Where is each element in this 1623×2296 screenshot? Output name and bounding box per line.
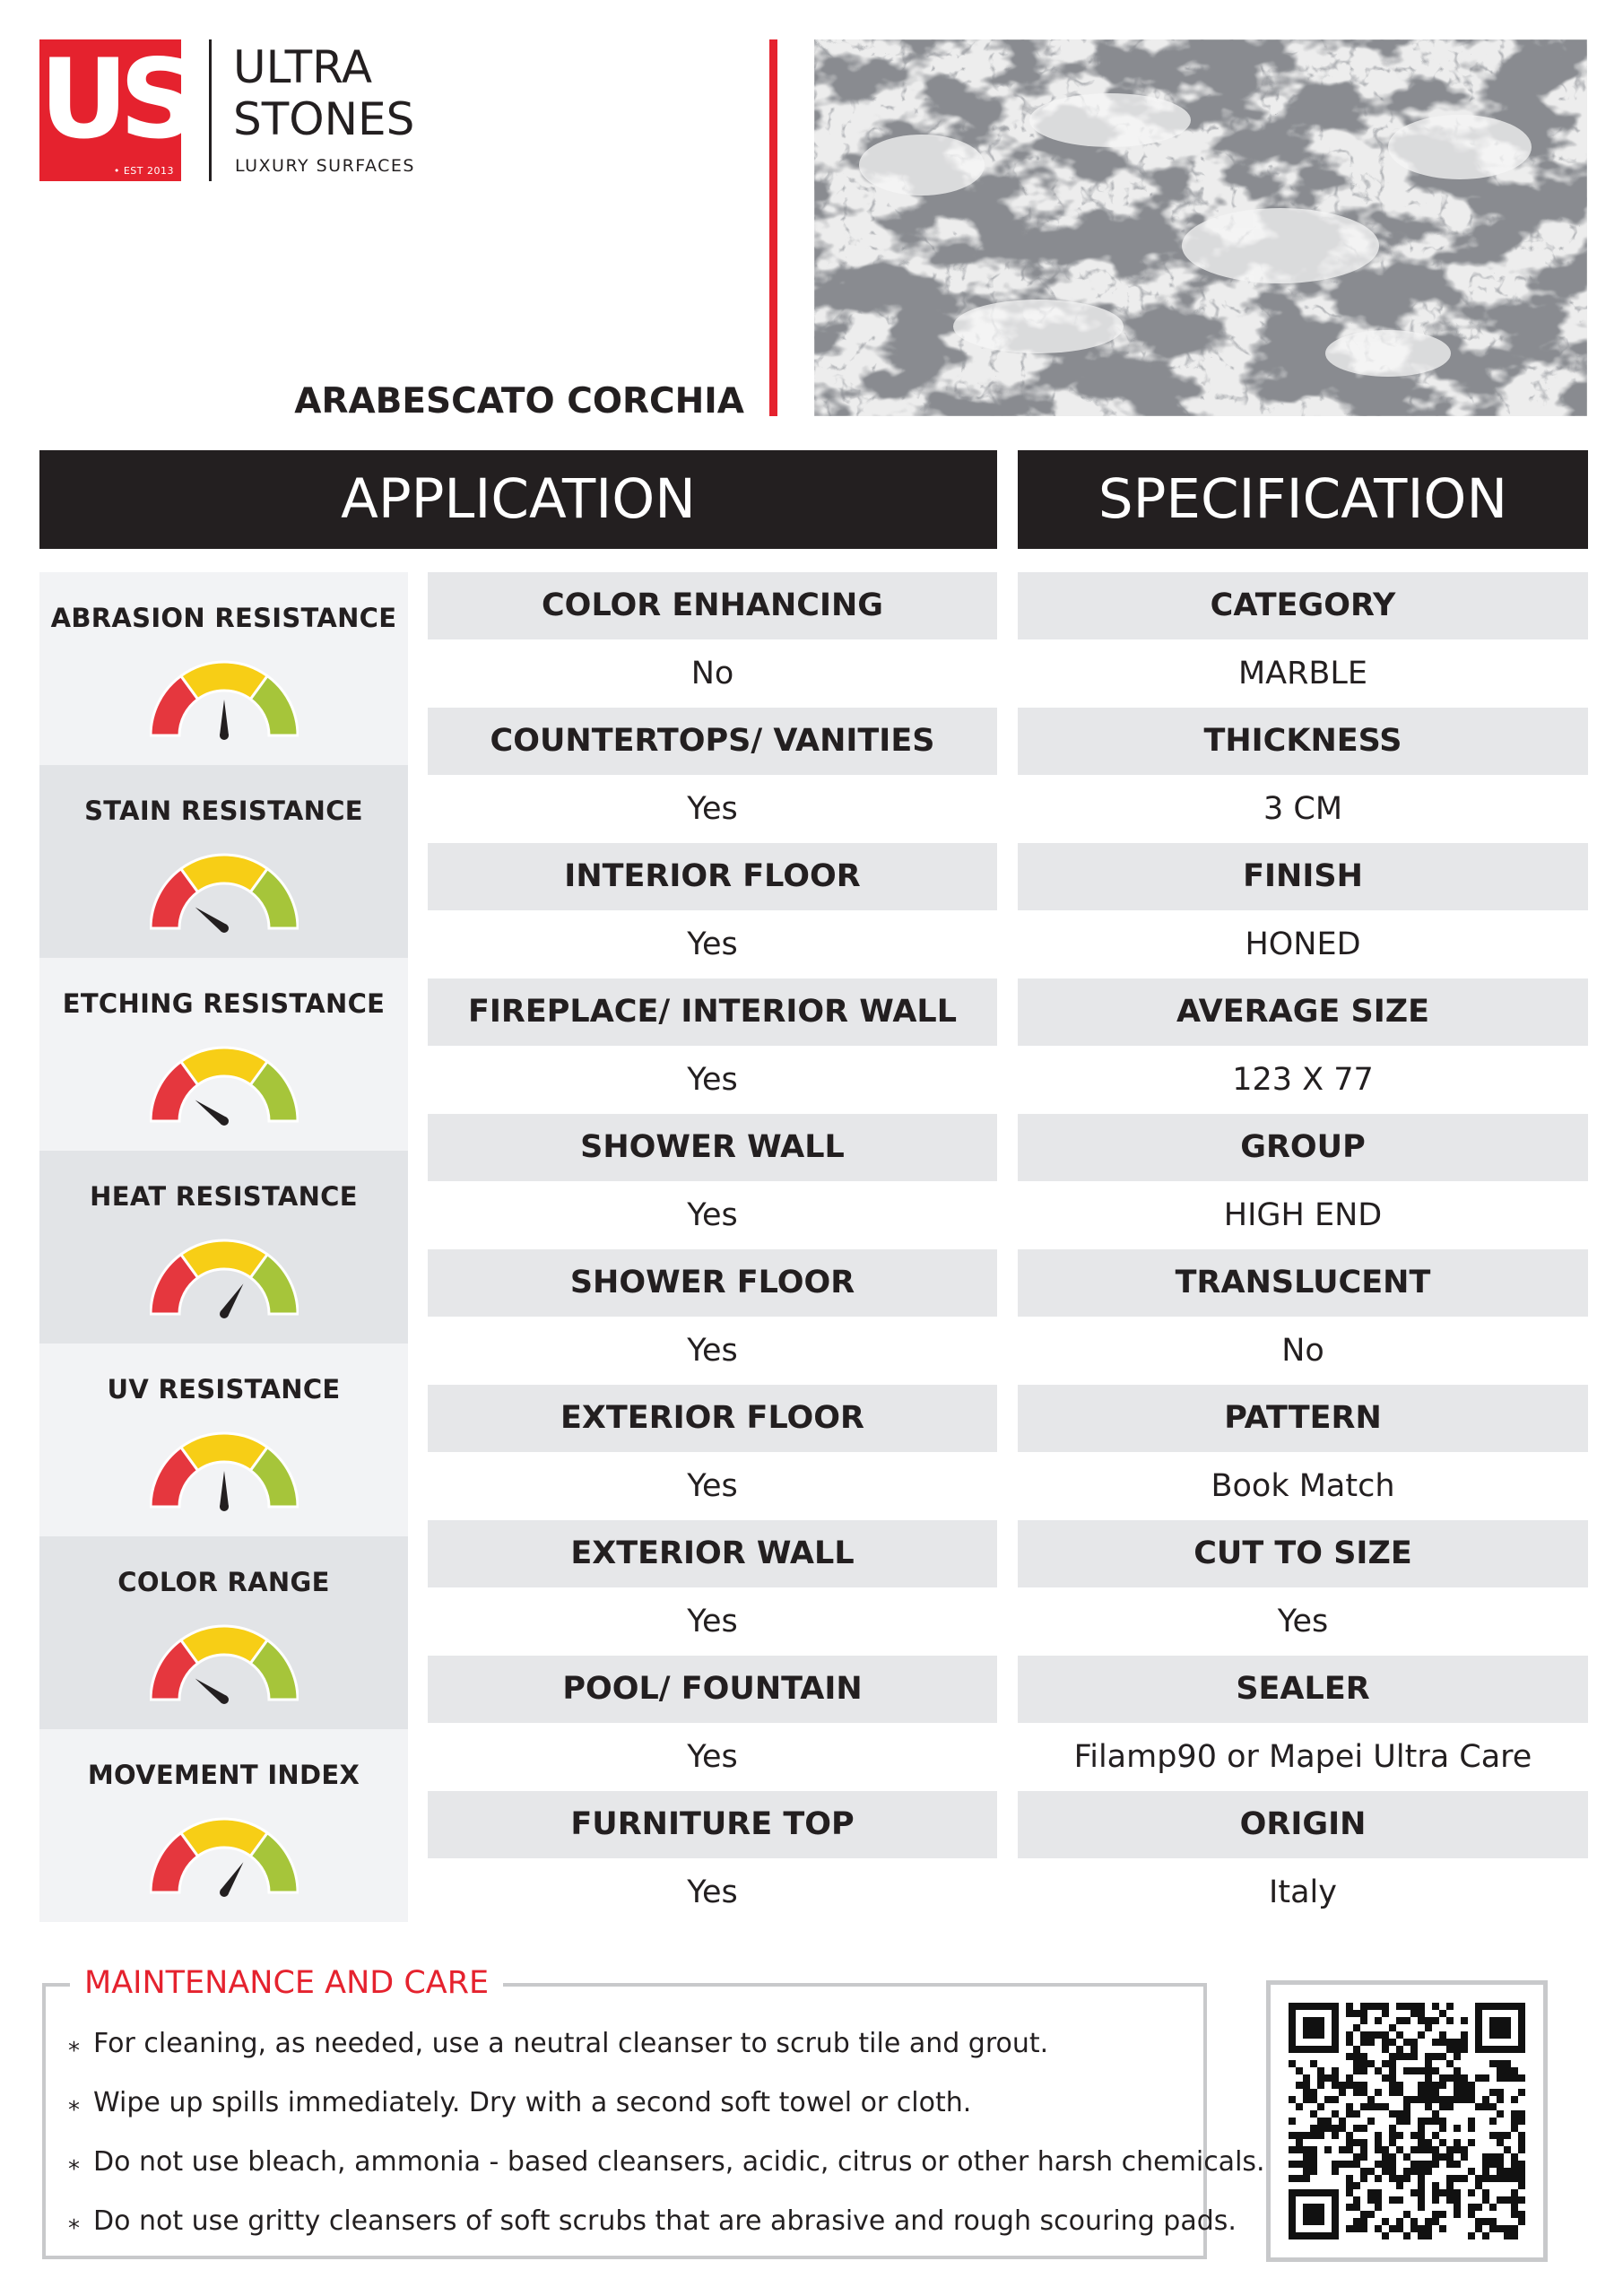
application-row-label: FURNITURE TOP xyxy=(428,1791,997,1858)
specification-row-value: MARBLE xyxy=(1237,656,1368,691)
application-row-value: Yes xyxy=(687,791,738,827)
specification-row-value: 123 X 77 xyxy=(1232,1062,1374,1098)
gauge-card xyxy=(39,765,408,958)
resistance-gauges xyxy=(39,572,408,1922)
gauge-card xyxy=(39,1536,408,1729)
qr-code-icon xyxy=(1266,1980,1548,2262)
gauge-meter-icon xyxy=(150,853,299,934)
gauge-meter-icon xyxy=(150,1239,299,1319)
bullet-icon: ⁎ xyxy=(68,2090,80,2117)
specification-row-value: Book Match xyxy=(1211,1468,1395,1504)
maintenance-item-text: For cleaning, as needed, use a neutral cleanser to scrub tile and grout. xyxy=(93,2028,1049,2059)
product-name: ARABESCATO CORCHIA xyxy=(294,381,744,422)
application-row-value: Yes xyxy=(687,1874,738,1910)
specification-row-label: GROUP xyxy=(1018,1114,1588,1181)
maintenance-item-text: Wipe up spills immediately. Dry with a second soft towel or cloth. xyxy=(93,2087,972,2118)
gauge-card xyxy=(39,1729,408,1922)
brand-tagline: LUXURY SURFACES xyxy=(235,156,415,176)
marble-slab-photo xyxy=(814,39,1587,416)
maintenance-item xyxy=(68,2133,1265,2192)
application-row-label: SHOWER FLOOR xyxy=(428,1249,997,1317)
gauge-card xyxy=(39,958,408,1151)
specification-row-label: CUT TO SIZE xyxy=(1018,1520,1588,1587)
maintenance-item xyxy=(68,2192,1237,2251)
maintenance-title: MAINTENANCE AND CARE xyxy=(70,1962,503,2004)
specification-row-label: TRANSLUCENT xyxy=(1018,1249,1588,1317)
application-row-label: POOL/ FOUNTAIN xyxy=(428,1656,997,1723)
gauge-label: MOVEMENT INDEX xyxy=(87,1760,360,1790)
application-row-label: COUNTERTOPS/ VANITIES xyxy=(428,708,997,775)
specification-row-value: No xyxy=(1281,1333,1324,1369)
application-row-value: Yes xyxy=(687,1062,738,1098)
bullet-icon: ⁎ xyxy=(68,2031,80,2057)
specification-row-label: PATTERN xyxy=(1018,1385,1588,1452)
maintenance-list xyxy=(68,2014,1265,2251)
specification-row-label: AVERAGE SIZE xyxy=(1018,978,1588,1046)
specification-row-label: ORIGIN xyxy=(1018,1791,1588,1858)
gauge-needle xyxy=(220,1471,229,1507)
brand-divider xyxy=(209,39,212,181)
gauge-hub xyxy=(220,731,229,740)
application-row-label: EXTERIOR FLOOR xyxy=(428,1385,997,1452)
gauge-meter-icon xyxy=(150,1624,299,1705)
maintenance-item xyxy=(68,2074,1198,2133)
application-row-value: Yes xyxy=(687,1333,738,1369)
application-row-value: Yes xyxy=(687,1739,738,1775)
gauge-meter-icon xyxy=(150,1817,299,1898)
specification-row-value: Yes xyxy=(1277,1604,1329,1639)
specification-row-value: 3 CM xyxy=(1263,791,1343,827)
application-row-value: Yes xyxy=(687,926,738,962)
brand-logo xyxy=(39,36,189,181)
gauge-meter-icon xyxy=(150,1431,299,1512)
gauge-meter-icon xyxy=(150,1046,299,1126)
application-row-value: Yes xyxy=(687,1604,738,1639)
application-header: APPLICATION xyxy=(39,450,997,549)
gauge-label: HEAT RESISTANCE xyxy=(90,1181,358,1212)
gauge-needle xyxy=(220,700,229,735)
application-table xyxy=(428,572,997,1926)
application-row-label: INTERIOR FLOOR xyxy=(428,843,997,910)
logo-letters: US xyxy=(39,36,189,163)
logo-est: • EST 2013 xyxy=(113,165,174,177)
brand-name-line2: STONES xyxy=(233,93,415,145)
bullet-icon: ⁎ xyxy=(68,2208,80,2235)
gauge-label: ABRASION RESISTANCE xyxy=(50,603,397,633)
gauge-meter-icon xyxy=(150,660,299,741)
specification-row-label: CATEGORY xyxy=(1018,572,1588,639)
gauge-hub xyxy=(220,1117,229,1126)
gauge-card xyxy=(39,1344,408,1536)
gauge-label: STAIN RESISTANCE xyxy=(84,796,363,826)
gauge-label: UV RESISTANCE xyxy=(107,1374,341,1405)
application-row-value: Yes xyxy=(687,1197,738,1233)
accent-divider xyxy=(769,39,777,416)
gauge-label: COLOR RANGE xyxy=(117,1567,330,1597)
gauge-hub xyxy=(220,1502,229,1511)
specification-row-value: Italy xyxy=(1269,1874,1337,1910)
gauge-hub xyxy=(220,1309,229,1318)
application-row-label: EXTERIOR WALL xyxy=(428,1520,997,1587)
application-row-label: SHOWER WALL xyxy=(428,1114,997,1181)
specification-row-label: THICKNESS xyxy=(1018,708,1588,775)
bullet-icon: ⁎ xyxy=(68,2149,80,2176)
gauge-hub xyxy=(220,1695,229,1704)
brand-name-line1: ULTRA xyxy=(233,41,373,93)
gauge-label: ETCHING RESISTANCE xyxy=(62,988,386,1019)
specification-row-label: FINISH xyxy=(1018,843,1588,910)
maintenance-item-text: Do not use gritty cleansers of soft scrubs that are abrasive and rough scouring pads. xyxy=(93,2205,1237,2237)
gauge-card xyxy=(39,572,408,765)
specification-row-label: SEALER xyxy=(1018,1656,1588,1723)
specification-header: SPECIFICATION xyxy=(1018,450,1588,549)
gauge-hub xyxy=(220,924,229,933)
application-row-label: COLOR ENHANCING xyxy=(428,572,997,639)
application-row-label: FIREPLACE/ INTERIOR WALL xyxy=(428,978,997,1046)
gauge-card xyxy=(39,1151,408,1344)
specification-row-value: HONED xyxy=(1245,926,1361,962)
gauge-hub xyxy=(220,1888,229,1897)
application-row-value: No xyxy=(690,656,734,691)
application-row-value: Yes xyxy=(687,1468,738,1504)
maintenance-item xyxy=(68,2014,1198,2074)
specification-row-value: Filamp90 or Mapei Ultra Care xyxy=(1073,1739,1532,1775)
maintenance-item-text: Do not use bleach, ammonia - based cleansers, acidic, citrus or other harsh chemicals. xyxy=(93,2146,1265,2178)
specification-row-value: HIGH END xyxy=(1223,1197,1383,1233)
specification-table xyxy=(1018,572,1588,1926)
